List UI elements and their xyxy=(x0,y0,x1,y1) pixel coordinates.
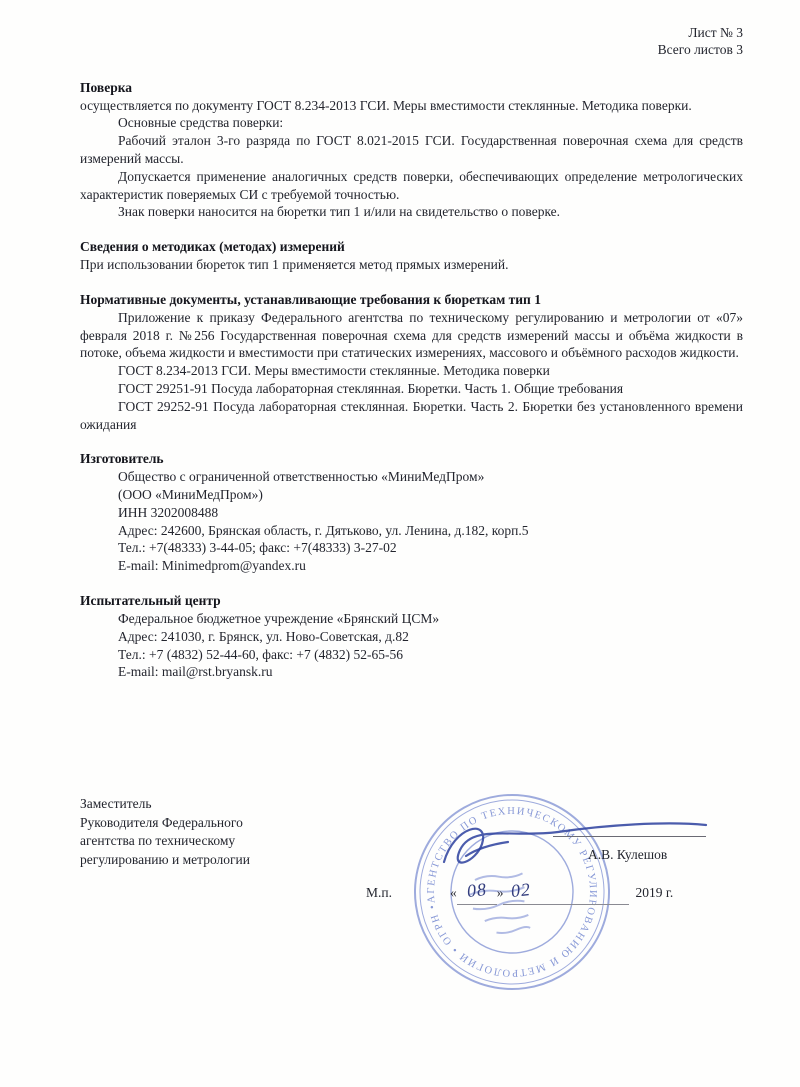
handwritten-day: 08 xyxy=(465,879,488,901)
mp-label: М.п. xyxy=(366,885,392,900)
sheet-counter xyxy=(80,25,743,59)
normative-paragraph: ГОСТ 8.234-2013 ГСИ. Меры вместимости стеклянные. Методика поверки xyxy=(118,363,550,379)
test-center-line: Адрес: 241030, г. Брянск, ул. Ново-Советская, д.82 xyxy=(118,628,409,644)
section-title-normative: Нормативные документы, устанавливающие требования к бюреткам тип 1 xyxy=(80,291,541,307)
signatory-title-line: агентства по техническому xyxy=(80,833,236,849)
section-manufacturer xyxy=(80,450,743,575)
verification-paragraph: Рабочий эталон 3-го разряда по ГОСТ 8.021-2015 ГСИ. Государственная поверочная схема для средств измерений массы. xyxy=(80,133,743,166)
normative-paragraph: Приложение к приказу Федерального агентства по техническому регулированию и метрологии от «07» февраля 2018 г. №256 Государственная поверочная схема для средств измерений массы и объёма жидкости в потоке, объема жидкости и вместимости при статических измерениях, массового и объёмного расходов жидкости. xyxy=(80,309,743,361)
handwritten-month: 02 xyxy=(510,879,533,901)
signatory-title-line: Заместитель xyxy=(80,796,152,811)
manufacturer-line: Адрес: 242600, Брянская область, г. Дятьково, ул. Ленина, д.182, корп.5 xyxy=(118,522,529,538)
day-blank xyxy=(457,880,497,905)
verification-paragraph: осуществляется по документу ГОСТ 8.234-2013 ГСИ. Меры вместимости стеклянные. Методика поверки. xyxy=(80,97,692,113)
test-center-email-line: E-mail: mail@rst.bryansk.ru xyxy=(118,664,273,680)
section-verification xyxy=(80,79,743,222)
year-label: 2019 г. xyxy=(635,885,674,900)
section-title-methods: Сведения о методиках (методах) измерений xyxy=(80,239,345,255)
open-quote: « xyxy=(449,885,457,900)
manufacturer-email-line: E-mail: Minimedprom@yandex.ru xyxy=(118,558,306,574)
normative-paragraph: ГОСТ 29251-91 Посуда лабораторная стеклянная. Бюретки. Часть 1. Общие требования xyxy=(118,380,624,396)
methods-paragraph: При использовании бюреток тип 1 применяется метод прямых измерений. xyxy=(80,257,509,273)
stamp-ring-text: АГЕНТСТВО ПО ТЕХНИЧЕСКОМУ РЕГУЛИРОВАНИЮ И МЕТРОЛОГИИ • ОГРН • xyxy=(425,805,599,979)
stamp-date-row xyxy=(366,880,673,905)
section-normative xyxy=(80,291,743,434)
sheet-number: Лист № 3 xyxy=(688,25,743,40)
signatory-title-line: регулированию и метрологии xyxy=(80,851,250,867)
signature-line xyxy=(553,836,706,837)
total-sheets: Всего листов 3 xyxy=(657,41,743,57)
normative-paragraph: ГОСТ 29252-91 Посуда лабораторная стеклянная. Бюретки. Часть 2. Бюретки без установленного времени ожидания xyxy=(80,398,743,432)
section-methods xyxy=(80,238,743,274)
manufacturer-line: ИНН 3202008488 xyxy=(118,504,219,520)
verification-paragraph: Допускается применение аналогичных средств поверки, обеспечивающих определение метрологических характеристик поверяемых СИ с требуемой точностью. xyxy=(80,168,743,202)
section-test-center xyxy=(80,592,743,681)
section-title-manufacturer: Изготовитель xyxy=(80,451,164,467)
month-blank xyxy=(503,880,629,905)
verification-paragraph: Знак поверки наносится на бюретки тип 1 и/или на свидетельство о поверке. xyxy=(118,204,561,220)
signatory-title-line: Руководителя Федерального xyxy=(80,814,243,830)
section-title-test-center: Испытательный центр xyxy=(80,593,221,609)
manufacturer-line: (ООО «МиниМедПром») xyxy=(118,487,263,502)
test-center-line: Федеральное бюджетное учреждение «Брянский ЦСМ» xyxy=(118,610,440,626)
manufacturer-line: Общество с ограниченной ответственностью «МиниМедПром» xyxy=(118,469,485,485)
manufacturer-line: Тел.: +7(48333) 3-44-05; факс: +7(48333) 3-27-02 xyxy=(118,540,397,556)
verification-paragraph: Основные средства поверки: xyxy=(118,115,284,131)
signature-ink xyxy=(420,798,720,882)
close-quote: » xyxy=(496,885,504,900)
signatory-name: А.В. Кулешов xyxy=(588,847,668,862)
test-center-line: Тел.: +7 (4832) 52-44-60, факс: +7 (4832) 52-65-56 xyxy=(118,646,403,662)
signatory-title-block xyxy=(80,795,250,870)
section-title-verification: Поверка xyxy=(80,79,133,95)
